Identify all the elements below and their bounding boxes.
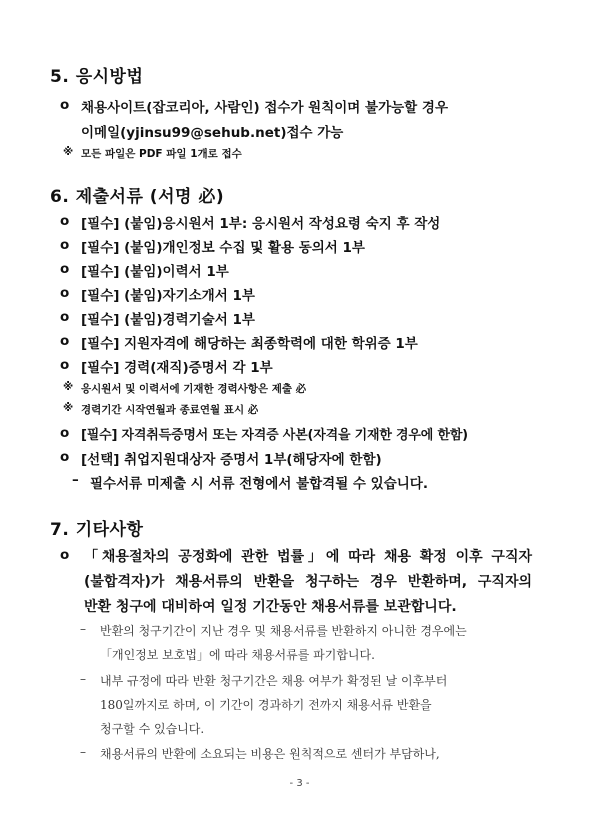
sub-note-3-line-1: 채용서류의 반환에 소요되는 비용은 원칙적으로 센터가 부담하나, (100, 747, 440, 761)
dash-icon: – (80, 672, 86, 686)
note-mark-icon: ※ (63, 146, 74, 158)
missing-document-warning: 필수서류 미제출 시 서류 전형에서 불합격될 수 있습니다. (90, 476, 428, 492)
note-mark-icon: ※ (63, 402, 74, 414)
sub-note-2-line-1: 내부 규정에 따라 반환 청구기간은 채용 여부가 확정된 날 이후부터 (100, 674, 448, 688)
dash-icon: – (72, 472, 79, 488)
bullet-icon: o (60, 237, 70, 253)
records-policy-line-1: 「채용절차의 공정화에 관한 법률」에 따라 채용 확정 이후 구직자 (84, 549, 532, 565)
document-note: 경력기간 시작연월과 종료연월 표시 必 (81, 404, 259, 416)
document-item: [필수] (붙임)개인정보 수집 및 활용 동의서 1부 (81, 240, 365, 256)
bullet-icon: o (60, 449, 70, 465)
bullet-icon: o (60, 357, 70, 373)
sub-note-2-line-3: 청구할 수 있습니다. (100, 722, 205, 736)
document-item: [필수] (붙임)이력서 1부 (81, 264, 229, 280)
dash-icon: – (80, 622, 86, 636)
sub-note-1-line-2: 「개인정보 보호법」에 따라 채용서류를 파기합니다. (100, 648, 375, 662)
document-item: [선택] 취업지원대상자 증명서 1부(해당자에 한함) (81, 452, 382, 468)
document-item: [필수] 자격취득증명서 또는 자격증 사본(자격을 기재한 경우에 한함) (81, 428, 468, 443)
bullet-icon: o (60, 285, 70, 301)
records-policy-line-2: (불합격자)가 채용서류의 반환을 청구하는 경우 반환하며, 구직자의 (84, 574, 532, 590)
bullet-icon: o (60, 333, 70, 349)
document-item: [필수] (붙임)경력기술서 1부 (81, 312, 255, 328)
document-note: 응시원서 및 이력서에 기재한 경력사항은 제출 必 (81, 383, 307, 395)
section-5-heading: 5. 응시방법 (50, 67, 144, 87)
application-method-line-2: 이메일(yjinsu99@sehub.net)접수 가능 (81, 125, 344, 141)
document-item: [필수] 경력(재직)증명서 각 1부 (81, 360, 273, 376)
bullet-icon: o (60, 261, 70, 277)
bullet-icon: o (60, 547, 70, 563)
bullet-icon: o (60, 97, 70, 113)
bullet-icon: o (60, 309, 70, 325)
bullet-icon: o (60, 425, 70, 441)
document-item: [필수] 지원자격에 해당하는 최종학력에 대한 학위증 1부 (81, 336, 418, 352)
document-item: [필수] (붙임)응시원서 1부: 응시원서 작성요령 숙지 후 작성 (81, 216, 441, 232)
records-policy-line-3: 반환 청구에 대비하여 일정 기간동안 채용서류를 보관합니다. (84, 599, 457, 615)
file-format-note: 모든 파일은 PDF 파일 1개로 접수 (81, 148, 242, 160)
sub-note-1-line-1: 반환의 청구기간이 지난 경우 및 채용서류를 반환하지 아니한 경우에는 (100, 624, 467, 638)
sub-note-2-line-2: 180일까지로 하며, 이 기간이 경과하기 전까지 채용서류 반환을 (100, 698, 432, 712)
section-7-heading: 7. 기타사항 (50, 520, 144, 540)
section-6-heading: 6. 제출서류 (서명 必) (50, 187, 225, 207)
page-number: - 3 - (289, 778, 310, 789)
application-method-line-1: 채용사이트(잡코리아, 사람인) 접수가 원칙이며 불가능할 경우 (81, 100, 448, 116)
note-mark-icon: ※ (63, 381, 74, 393)
bullet-icon: o (60, 213, 70, 229)
dash-icon: – (80, 745, 86, 759)
document-item: [필수] (붙임)자기소개서 1부 (81, 288, 255, 304)
